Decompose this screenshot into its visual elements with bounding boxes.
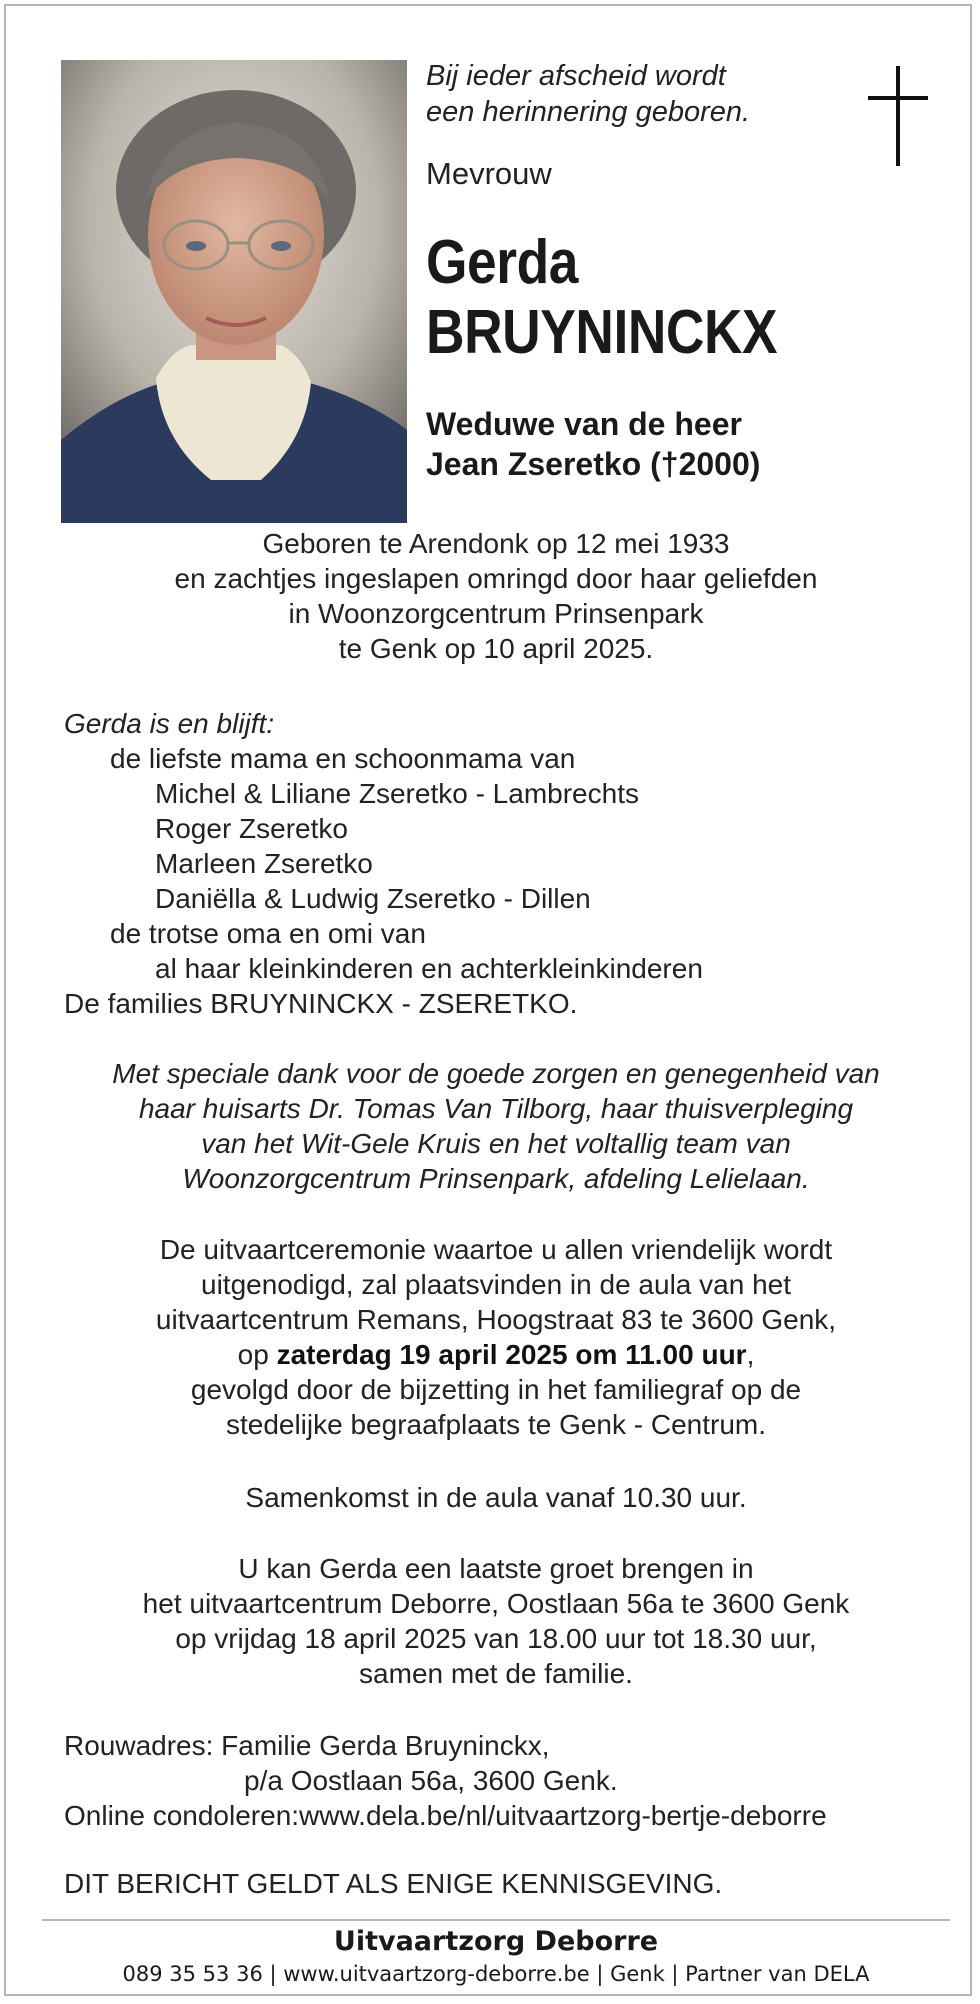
thanks-line: Met speciale dank voor de goede zorgen en genegenheid van xyxy=(112,1058,880,1089)
ceremony-line: uitvaartcentrum Remans, Hoogstraat 83 te 3600 Genk, xyxy=(155,1304,837,1335)
thanks-section xyxy=(46,1056,946,1196)
last-name: BRUYNINCKX xyxy=(426,298,778,367)
families-line: De families BRUYNINCKX - ZSERETKO. xyxy=(64,988,578,1019)
funeral-home-contact[interactable]: 089 35 53 36 | www.uitvaartzorg-deborre.be | Genk | Partner van DELA xyxy=(122,1962,870,1986)
notice-text: DIT BERICHT GELDT ALS ENIGE KENNISGEVING. xyxy=(64,1868,723,1899)
child-entry: Daniëlla & Ludwig Zseretko - Dillen xyxy=(155,883,591,914)
cross-icon xyxy=(868,66,928,166)
memorial-quote xyxy=(426,58,846,130)
obituary-card xyxy=(4,4,972,1996)
ceremony-info xyxy=(46,1232,946,1442)
child-entry: Roger Zseretko xyxy=(155,813,348,844)
honorific: Mevrouw xyxy=(426,156,552,191)
ceremony-line: uitgenodigd, zal plaatsvinden in de aula van het xyxy=(201,1269,791,1300)
deceased-name xyxy=(426,228,777,368)
ceremony-prefix: op xyxy=(237,1339,277,1370)
address-line: Rouwadres: Familie Gerda Bruyninckx, xyxy=(64,1730,550,1761)
quote-line: Bij ieder afscheid wordt xyxy=(426,60,726,92)
birth-line: in Woonzorgcentrum Prinsenpark xyxy=(288,598,704,629)
visit-line: op vrijdag 18 april 2025 van 18.00 uur tot 18.30 uur, xyxy=(175,1623,817,1654)
family-intro: Gerda is en blijft: xyxy=(64,708,275,739)
birth-line: Geboren te Arendonk op 12 mei 1933 xyxy=(262,528,730,559)
visit-line: samen met de familie. xyxy=(359,1658,633,1689)
family-list xyxy=(64,706,944,1021)
grandchildren: al haar kleinkinderen en achterkleinkinderen xyxy=(155,953,703,984)
child-entry: Michel & Liliane Zseretko - Lambrechts xyxy=(155,778,639,809)
address-line: p/a Oostlaan 56a, 3600 Genk. xyxy=(244,1765,618,1796)
ceremony-date: zaterdag 19 april 2025 om 11.00 uur xyxy=(276,1339,747,1370)
birth-line: en zachtjes ingeslapen omringd door haar geliefden xyxy=(174,563,818,594)
mourning-address xyxy=(64,1728,964,1833)
ceremony-suffix: , xyxy=(746,1339,755,1370)
first-name: Gerda xyxy=(426,228,578,297)
widow-line: Jean Zseretko (†2000) xyxy=(426,446,761,482)
footer-divider xyxy=(42,1919,950,1921)
ceremony-line: De uitvaartceremonie waartoe u allen vriendelijk wordt xyxy=(159,1234,833,1265)
visit-line: U kan Gerda een laatste groet brengen in xyxy=(238,1553,754,1584)
widow-of xyxy=(426,404,760,484)
visit-line: het uitvaartcentrum Deborre, Oostlaan 56a te 3600 Genk xyxy=(142,1588,850,1619)
child-entry: Marleen Zseretko xyxy=(155,848,373,879)
visit-info xyxy=(46,1551,946,1691)
portrait-photo xyxy=(61,60,407,523)
grandmother-of: de trotse oma en omi van xyxy=(110,918,426,949)
widow-line: Weduwe van de heer xyxy=(426,406,742,442)
portrait-image xyxy=(61,60,407,523)
thanks-line: Woonzorgcentrum Prinsenpark, afdeling Lelielaan. xyxy=(182,1163,810,1194)
thanks-line: van het Wit-Gele Kruis en het voltallig team van xyxy=(201,1128,791,1159)
birth-death-info xyxy=(46,526,946,666)
thanks-line: haar huisarts Dr. Tomas Van Tilborg, haar thuisverpleging xyxy=(138,1093,854,1124)
quote-line: een herinnering geboren. xyxy=(426,96,751,128)
ceremony-line: stedelijke begraafplaats te Genk - Centrum. xyxy=(225,1409,767,1440)
ceremony-line: gevolgd door de bijzetting in het familiegraf op de xyxy=(190,1374,802,1405)
online-condolence-link[interactable]: Online condoleren:www.dela.be/nl/uitvaartzorg-bertje-deborre xyxy=(64,1800,827,1831)
mother-of: de liefste mama en schoonmama van xyxy=(110,743,576,774)
ceremony-date-line xyxy=(46,1337,946,1372)
funeral-home-name: Uitvaartzorg Deborre xyxy=(333,1926,659,1957)
birth-line: te Genk op 10 april 2025. xyxy=(338,633,654,664)
gathering-info: Samenkomst in de aula vanaf 10.30 uur. xyxy=(245,1482,747,1513)
